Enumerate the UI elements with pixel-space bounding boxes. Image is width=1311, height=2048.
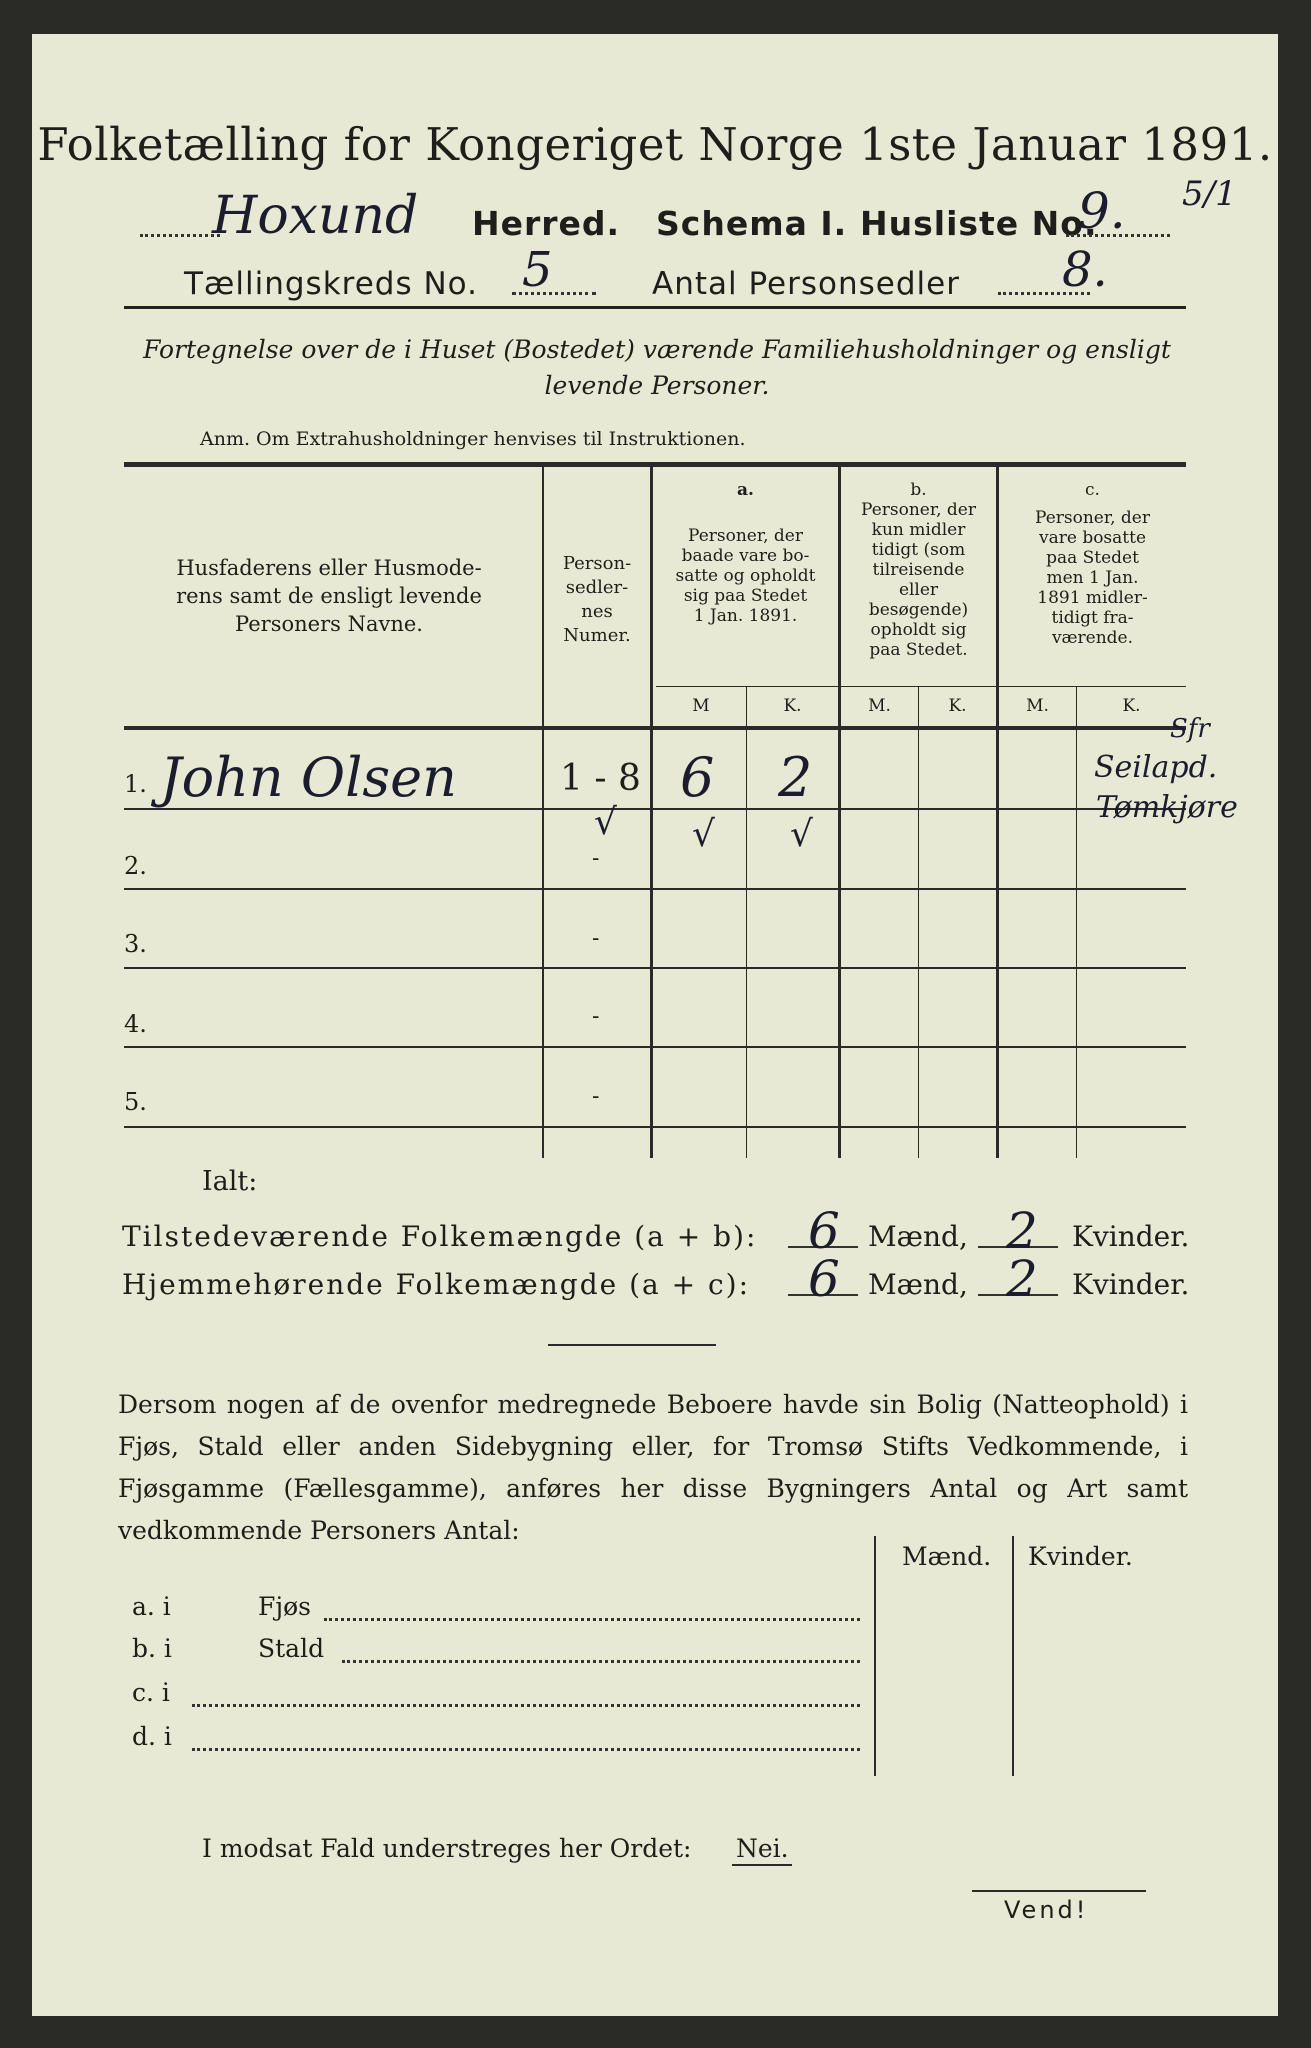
col-name-line: Husfaderens eller Husmode- — [176, 556, 482, 580]
col-c-line: 1891 midler- — [1037, 588, 1148, 608]
section-divider — [548, 1344, 716, 1346]
col-c-line: vare bosatte — [1038, 528, 1147, 548]
row-1-a-k-check: √ — [790, 814, 813, 855]
row-number: 2. — [124, 852, 147, 880]
kreds-label: Tællingskreds No. — [184, 266, 478, 302]
hjemme-maend: Mænd, — [868, 1268, 968, 1301]
col-c-line: tidigt fra- — [1051, 608, 1134, 628]
buildings-col-divider-2 — [1012, 1536, 1014, 1776]
col-a-letter: a. — [737, 480, 754, 500]
col-c-line: værende. — [1051, 628, 1134, 648]
herred-label: Herred. — [472, 204, 621, 243]
mk-c-k: K. — [1122, 696, 1141, 716]
col-c-header — [999, 480, 1186, 648]
building-row-letter: c. i — [132, 1678, 170, 1707]
col-numer-line: Person- — [562, 553, 632, 574]
mk-a-k: K. — [783, 696, 802, 716]
row-number: 5. — [124, 1088, 147, 1116]
mk-rule — [656, 686, 1186, 687]
row-1-a-m-check: √ — [692, 814, 715, 855]
anm-note: Anm. Om Extrahusholdninger henvises til Instruktionen. — [200, 428, 746, 450]
building-row-leader — [342, 1660, 860, 1663]
tilstede-label: Tilstedeværende Folkemængde (a + b): — [122, 1220, 758, 1253]
margin-note: 5/1 — [1182, 174, 1237, 214]
header-rule — [124, 306, 1186, 309]
row-numer-dash: - — [592, 1084, 600, 1109]
row-1-c-note-1: Sfr — [1170, 714, 1210, 744]
schema-label: Schema I. — [656, 204, 848, 243]
col-b-line: besøgende) — [868, 600, 969, 620]
nei-word: Nei. — [736, 1834, 789, 1863]
col-numer-line: Numer. — [563, 625, 631, 646]
row-numer-dash: - — [592, 926, 600, 951]
mk-c-m: M. — [1026, 696, 1049, 716]
buildings-col-divider-1 — [874, 1536, 876, 1776]
col-a-line: satte og opholdt — [675, 566, 816, 586]
row-1-a-k: 2 — [778, 746, 813, 809]
row-line — [124, 1126, 1186, 1128]
col-b-line: kun midler — [871, 520, 966, 540]
building-row-letter: b. i — [132, 1634, 172, 1663]
building-row-letter: d. i — [132, 1722, 172, 1751]
vend-label: Vend! — [1004, 1896, 1089, 1924]
col-b-line: tidigt (som — [871, 540, 966, 560]
col-a-header — [653, 480, 838, 626]
col-a-line: sig paa Stedet — [683, 586, 808, 606]
tilstede-m-value: 6 — [808, 1202, 840, 1260]
col-name-header — [124, 554, 534, 638]
herred-value: Hoxund — [212, 186, 419, 246]
hjemme-k-value: 2 — [1006, 1250, 1038, 1308]
col-numer-line: nes — [581, 601, 613, 622]
kreds-value: 5 — [522, 242, 553, 298]
mk-b-m: M. — [868, 696, 891, 716]
col-divider-b-mk — [918, 686, 919, 1158]
husliste-label: Husliste No. — [860, 204, 1098, 243]
tilstede-maend: Mænd, — [868, 1220, 968, 1253]
col-b-line: opholdt sig — [870, 620, 967, 640]
intro-text — [112, 332, 1202, 404]
col-divider-c-mk — [1076, 686, 1077, 1158]
hjemme-kvinder: Kvinder. — [1072, 1268, 1190, 1301]
row-1-name: John Olsen — [160, 746, 457, 809]
buildings-paragraph: Dersom nogen af de ovenfor medregnede Beboere havde sin Bolig (Natteophold) i Fjøs, Stald eller anden Sidebygning eller, for Tromsø Stifts Vedkommende, i Fjøsgamme (Fællesgamme), anføres her disse Bygningers Antal og Art samt vedkommende Personers Antal: — [118, 1390, 1188, 1545]
row-numer-dash: - — [592, 1004, 600, 1029]
buildings-col-maend: Mænd. — [902, 1542, 992, 1571]
building-row-leader — [324, 1618, 860, 1621]
tilstede-k-value: 2 — [1006, 1202, 1038, 1260]
building-row-leader — [192, 1704, 860, 1707]
col-b-line: eller — [898, 580, 939, 600]
table-header-rule — [124, 726, 1186, 730]
nei-underline — [732, 1864, 792, 1866]
col-c-line: paa Stedet — [1046, 548, 1139, 568]
row-line — [124, 967, 1186, 969]
buildings-col-kvinder: Kvinder. — [1028, 1542, 1133, 1571]
modsat-text: I modsat Fald understreges her Ordet: — [202, 1834, 692, 1863]
col-name-line: rens samt de ensligt levende — [176, 584, 482, 608]
intro-line-2: levende Personer. — [544, 371, 770, 400]
vend-rule — [972, 1890, 1146, 1892]
table-top-rule — [124, 462, 1186, 467]
col-a-line: Personer, der — [688, 526, 803, 546]
row-number: 1. — [124, 770, 147, 798]
row-line — [124, 1046, 1186, 1048]
row-1-c-note-2: Seilapd. — [1094, 750, 1218, 785]
building-row-name: Stald — [258, 1634, 325, 1663]
hjemme-m-value: 6 — [808, 1250, 840, 1308]
row-1-numer: 1 - 8 — [560, 758, 641, 799]
building-row-leader — [192, 1748, 860, 1751]
building-row-letter: a. i — [132, 1592, 171, 1621]
antal-label: Antal Personsedler — [652, 266, 960, 302]
hjemme-label: Hjemmehørende Folkemængde (a + c): — [122, 1268, 750, 1301]
col-b-letter: b. — [910, 480, 927, 500]
row-number: 3. — [124, 930, 147, 958]
col-b-header — [841, 480, 996, 660]
col-a-line: baade vare bo- — [681, 546, 810, 566]
col-divider-a-mk — [746, 686, 747, 1158]
husliste-value: 9. — [1078, 182, 1126, 240]
col-c-letter: c. — [1085, 480, 1100, 500]
row-number: 4. — [124, 1010, 147, 1038]
form-title: Folketælling for Kongeriget Norge 1ste Januar 1891. — [37, 118, 1273, 171]
col-b-line: paa Stedet. — [869, 640, 968, 660]
col-numer-header — [544, 552, 650, 648]
col-c-line: Personer, der — [1035, 508, 1150, 528]
col-numer-line: sedler- — [565, 577, 629, 598]
col-a-line: 1 Jan. 1891. — [693, 606, 798, 626]
intro-line-1: Fortegnelse over de i Huset (Bostedet) værende Familiehusholdninger og ensligt — [143, 335, 1171, 364]
col-b-line: Personer, der — [861, 500, 976, 520]
row-numer-dash: - — [592, 846, 600, 871]
col-b-line: tilreisende — [872, 560, 965, 580]
tilstede-kvinder: Kvinder. — [1072, 1220, 1190, 1253]
row-1-a-m: 6 — [680, 746, 715, 809]
ialt-label: Ialt: — [202, 1166, 258, 1197]
census-form-page — [32, 34, 1278, 2016]
col-c-line: men 1 Jan. — [1046, 568, 1139, 588]
herred-leader — [140, 234, 220, 237]
col-name-line: Personers Navne. — [235, 612, 423, 636]
mk-b-k: K. — [948, 696, 967, 716]
building-row-name: Fjøs — [258, 1592, 311, 1621]
row-line — [124, 888, 1186, 890]
row-1-numer-check: √ — [594, 802, 617, 843]
row-1-c-note-3: Tømkjøre — [1096, 790, 1238, 825]
antal-value: 8. — [1062, 242, 1108, 298]
mk-a-m: M — [692, 696, 710, 716]
